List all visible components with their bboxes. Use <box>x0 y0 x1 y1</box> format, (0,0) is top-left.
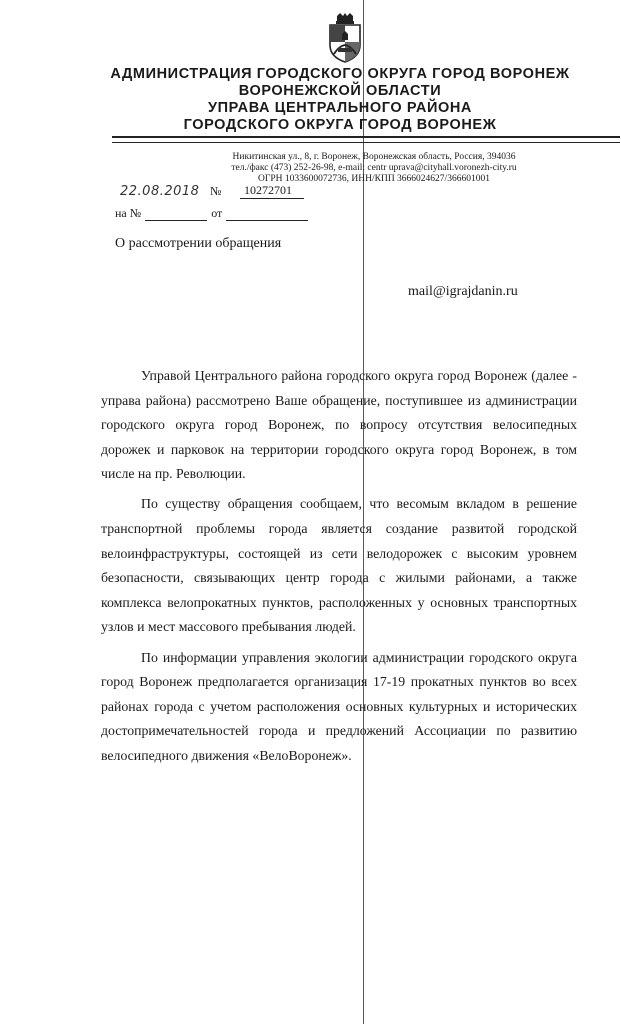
header-divider-thin <box>112 142 620 143</box>
reference-line <box>115 206 308 221</box>
reference-date-blank <box>226 209 308 221</box>
outgoing-date: 22.08.2018 <box>120 184 200 199</box>
body-paragraph-2: По существу обращения сообщаем, что весомым вкладом в решение транспортной проблемы города является создание развитой городской велоинфраструктуры, состоящей из сети велодорожек с высоким уровнем безопасности, связывающих центр города с жилыми районами, а также комплекса велопрокатных пунктов, расположенных у основных транспортных узлов и мест массового пребывания людей. <box>101 496 577 635</box>
letter-subject: О рассмотрении обращения <box>115 236 282 251</box>
header-line-4: ГОРОДСКОГО ОКРУГА ГОРОД ВОРОНЕЖ <box>183 117 497 133</box>
recipient-email: mail@igrajdanin.ru <box>408 284 518 299</box>
reference-from-label: от <box>211 206 223 220</box>
reference-number-blank <box>145 209 207 221</box>
outgoing-number: 10272701 <box>240 183 304 199</box>
letter-body <box>101 364 577 774</box>
address-line: Никитинская ул., 8, г. Воронеж, Воронежская область, Россия, 394036 <box>232 152 516 162</box>
coat-of-arms-icon <box>325 12 365 64</box>
header-divider-thick <box>112 136 620 138</box>
header-line-1: АДМИНИСТРАЦИЯ ГОРОДСКОГО ОКРУГА ГОРОД ВОРОНЕЖ <box>110 66 570 82</box>
reference-number-label: на № <box>115 206 142 220</box>
contact-line: тел./факс (473) 252-26-98, e-mail: centr upravа@cityhall.voronezh-city.ru <box>231 163 517 173</box>
registry-codes-line: ОГРН 1033600072736, ИНН/КПП 3666024627/366601001 <box>258 174 490 184</box>
header-line-3: УПРАВА ЦЕНТРАЛЬНОГО РАЙОНА <box>208 100 472 116</box>
outgoing-number-label: № <box>210 184 222 198</box>
body-paragraph-1: Управой Центрального района городского округа город Воронеж (далее - управа района) рассмотрено Ваше обращение, поступившее из администрации городского округа город Воронеж, по вопросу отсутствия велосипедных дорожек и парковок на территории городского округа город Воронеж, в том числе на пр. Революции. <box>101 368 577 482</box>
header-line-2: ВОРОНЕЖСКОЙ ОБЛАСТИ <box>238 83 442 99</box>
body-paragraph-3: По информации управления экологии администрации городского округа город Воронеж предполагается организация 17-19 прокатных пунктов во всех районах города с учетом расположения основных культурных и исторических достопримечательностей города и предложений Ассоциации по развитию велосипедного движения «ВелоВоронеж». <box>101 649 577 763</box>
